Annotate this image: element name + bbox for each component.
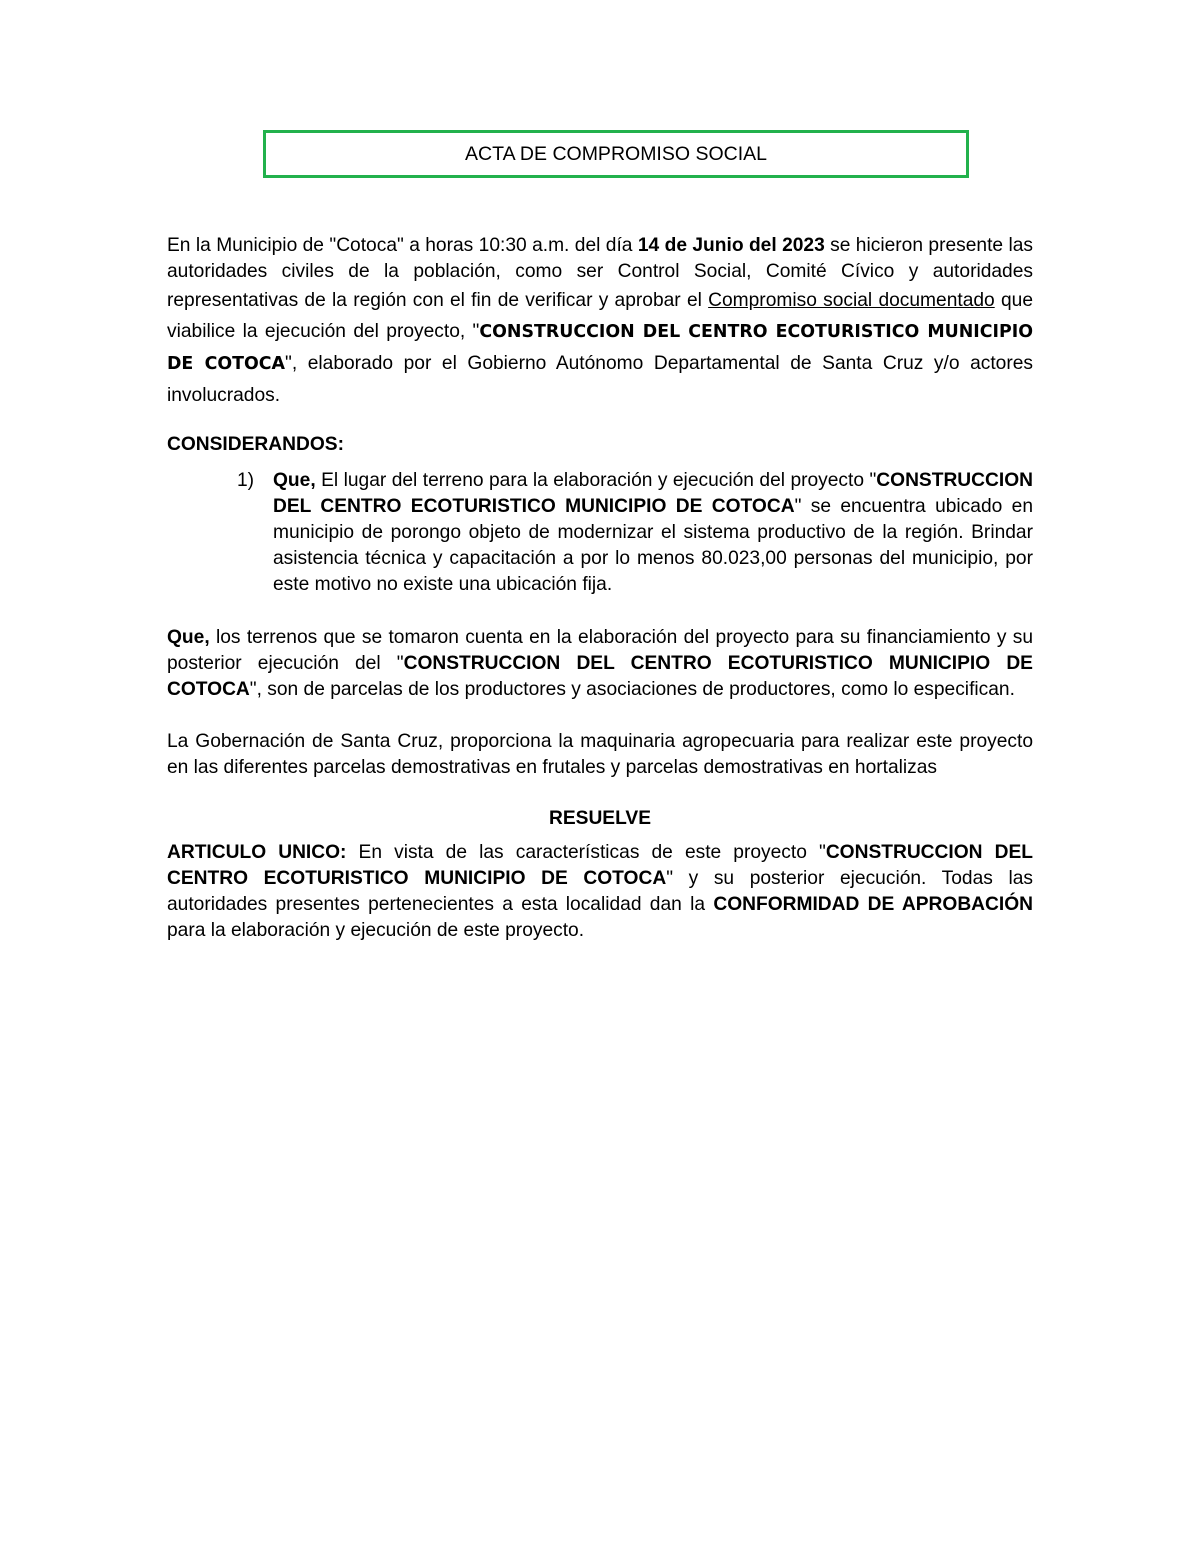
articulo-paragraph: [167, 840, 1033, 944]
list-item-number: 1): [237, 470, 255, 491]
considerandos-heading: CONSIDERANDOS:: [167, 434, 344, 455]
list-item-text-2: " se encuentra ubicado en municipio de porongo objeto de modernizar el sistema productivo de la región. Brindar asistencia técnica y capacitación a por lo menos 80.023,00 personas del municipio, por este motivo no existe una ubicación fija.: [273, 496, 1033, 595]
document-body: [167, 233, 1033, 944]
articulo-text-2: " y su posterior ejecución. Todas las autoridades presentes pertenecientes a esta localidad dan la: [167, 868, 1033, 915]
articulo-text-1: En vista de las características de este proyecto ": [346, 842, 826, 863]
que-lead: Que,: [167, 627, 210, 648]
intro-text-3: que viabilice la ejecución del proyecto, ": [167, 290, 1033, 342]
gobernacion-paragraph: La Gobernación de Santa Cruz, proporciona la maquinaria agropecuaria para realizar este proyecto en las diferentes parcelas demostrativas en frutales y parcelas demostrativas en hortalizas: [167, 731, 1033, 778]
que-project-name: CONSTRUCCION DEL CENTRO ECOTURISTICO MUNICIPIO DE COTOCA: [167, 653, 1033, 700]
document-title-box: [263, 130, 969, 178]
articulo-project-name: CONSTRUCCION DEL CENTRO ECOTURISTICO MUNICIPIO DE COTOCA: [167, 842, 1033, 889]
considerandos-list-item: [167, 468, 1033, 598]
list-item-project-name: CONSTRUCCION DEL CENTRO ECOTURISTICO MUNICIPIO DE COTOCA: [273, 470, 1033, 517]
intro-text-4: ", elaborado por el Gobierno Autónomo Departamental de Santa Cruz y/o actores involucrados.: [167, 353, 1033, 406]
intro-text-2: se hicieron presente las autoridades civiles de la población, como ser Control Social, Comité Cívico y autoridades representativas de la región con el fin de verificar y aprobar el: [167, 235, 1033, 311]
que-text-2: ", son de parcelas de los productores y asociaciones de productores, como lo especifican.: [249, 679, 1015, 700]
list-item-lead: Que,: [273, 470, 316, 491]
articulo-conformidad: CONFORMIDAD DE APROBACIÓN: [713, 894, 1034, 915]
intro-date: 14 de Junio del 2023: [637, 235, 825, 256]
articulo-lead: ARTICULO UNICO:: [167, 842, 347, 863]
resuelve-heading: RESUELVE: [549, 808, 651, 829]
que-paragraph: [167, 625, 1033, 703]
intro-project-name: CONSTRUCCION DEL CENTRO ECOTURISTICO MUNICIPIO DE COTOCA: [167, 322, 1034, 374]
list-item-text-1: El lugar del terreno para la elaboración y ejecución del proyecto ": [315, 470, 877, 491]
intro-paragraph: [167, 233, 1033, 411]
intro-underlined-phrase: Compromiso social documentado: [708, 290, 995, 311]
que-text-1: los terrenos que se tomaron cuenta en la elaboración del proyecto para su financiamiento y su posterior ejecución del ": [167, 627, 1033, 674]
intro-text-1: En la Municipio de "Cotoca" a horas 10:30 a.m. del día: [167, 235, 638, 256]
document-title: ACTA DE COMPROMISO SOCIAL: [465, 142, 767, 165]
articulo-text-3: para la elaboración y ejecución de este proyecto.: [167, 920, 585, 941]
